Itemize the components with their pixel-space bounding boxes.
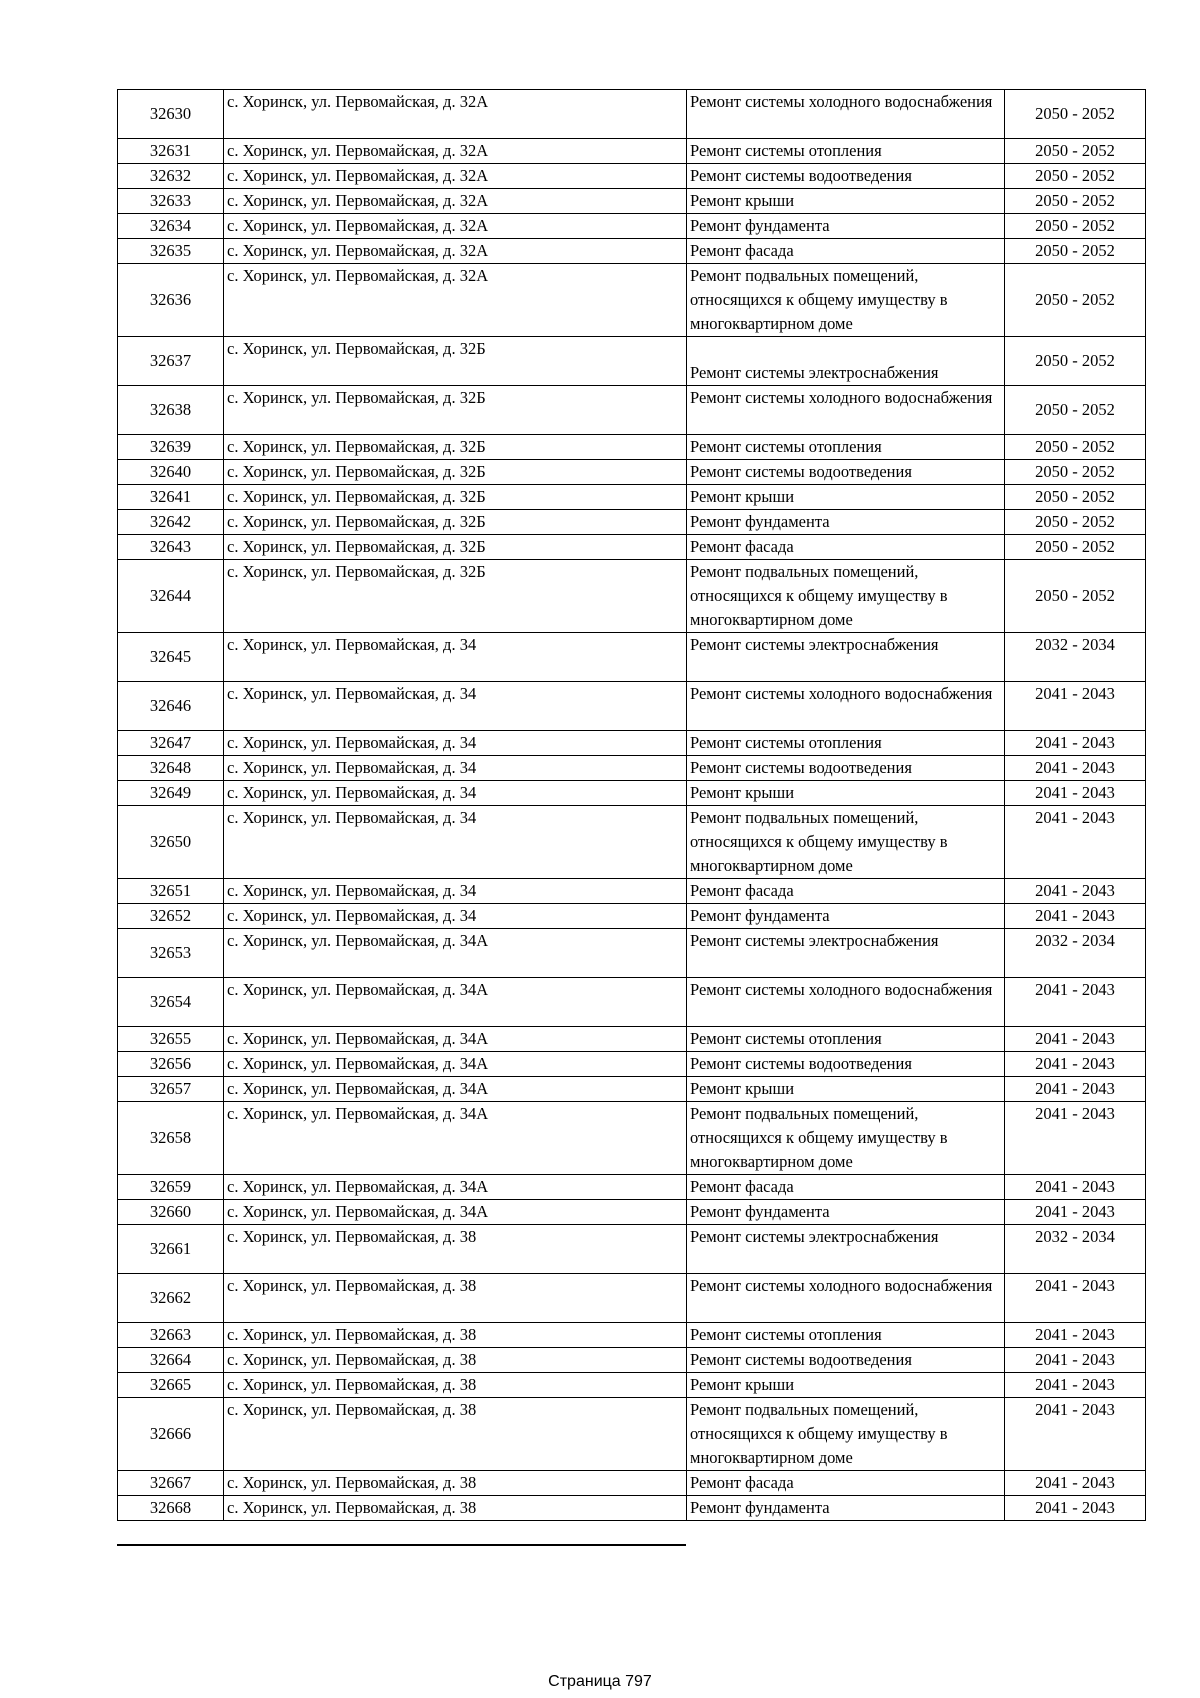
table-row <box>118 879 1146 904</box>
work-type-cell: Ремонт крыши <box>687 1077 1005 1102</box>
work-type-cell: Ремонт системы водоотведения <box>687 756 1005 781</box>
work-type-cell: Ремонт подвальных помещений, относящихся к общему имуществу в многоквартирном доме <box>687 1398 1005 1471</box>
period-cell: 2041 - 2043 <box>1005 806 1146 879</box>
row-number-cell: 32643 <box>118 535 224 560</box>
period-cell: 2050 - 2052 <box>1005 435 1146 460</box>
row-number-cell: 32657 <box>118 1077 224 1102</box>
table-row <box>118 1200 1146 1225</box>
period-cell: 2050 - 2052 <box>1005 189 1146 214</box>
table-row <box>118 1175 1146 1200</box>
work-type-cell: Ремонт фундамента <box>687 1200 1005 1225</box>
address-cell: с. Хоринск, ул. Первомайская, д. 34 <box>224 781 687 806</box>
row-number-cell: 32639 <box>118 435 224 460</box>
period-cell: 2050 - 2052 <box>1005 535 1146 560</box>
work-type-cell: Ремонт фундамента <box>687 904 1005 929</box>
work-type-cell: Ремонт системы водоотведения <box>687 460 1005 485</box>
address-cell: с. Хоринск, ул. Первомайская, д. 32Б <box>224 510 687 535</box>
address-cell: с. Хоринск, ул. Первомайская, д. 32Б <box>224 337 687 386</box>
work-type-cell: Ремонт фундамента <box>687 214 1005 239</box>
row-number-cell: 32644 <box>118 560 224 633</box>
row-number-cell: 32664 <box>118 1348 224 1373</box>
table-row <box>118 1373 1146 1398</box>
period-cell: 2041 - 2043 <box>1005 756 1146 781</box>
row-number-cell: 32655 <box>118 1027 224 1052</box>
period-cell: 2041 - 2043 <box>1005 1102 1146 1175</box>
table-row <box>118 1471 1146 1496</box>
table-row <box>118 239 1146 264</box>
row-number-cell: 32660 <box>118 1200 224 1225</box>
work-type-cell: Ремонт фундамента <box>687 510 1005 535</box>
work-type-cell: Ремонт крыши <box>687 1373 1005 1398</box>
period-cell: 2041 - 2043 <box>1005 1175 1146 1200</box>
work-type-cell: Ремонт крыши <box>687 485 1005 510</box>
table-row <box>118 189 1146 214</box>
row-number-cell: 32636 <box>118 264 224 337</box>
table-row <box>118 264 1146 337</box>
period-cell: 2041 - 2043 <box>1005 1471 1146 1496</box>
table-row <box>118 1052 1146 1077</box>
address-cell: с. Хоринск, ул. Первомайская, д. 38 <box>224 1373 687 1398</box>
period-cell: 2041 - 2043 <box>1005 1027 1146 1052</box>
table-row <box>118 90 1146 139</box>
period-cell: 2041 - 2043 <box>1005 1348 1146 1373</box>
address-cell: с. Хоринск, ул. Первомайская, д. 38 <box>224 1348 687 1373</box>
work-type-cell: Ремонт системы водоотведения <box>687 1348 1005 1373</box>
address-cell: с. Хоринск, ул. Первомайская, д. 32А <box>224 90 687 139</box>
work-type-cell: Ремонт системы отопления <box>687 435 1005 460</box>
table-row <box>118 978 1146 1027</box>
period-cell: 2041 - 2043 <box>1005 1052 1146 1077</box>
row-number-cell: 32654 <box>118 978 224 1027</box>
table-row <box>118 535 1146 560</box>
row-number-cell: 32659 <box>118 1175 224 1200</box>
address-cell: с. Хоринск, ул. Первомайская, д. 32Б <box>224 560 687 633</box>
address-cell: с. Хоринск, ул. Первомайская, д. 34А <box>224 1200 687 1225</box>
work-type-cell: Ремонт системы отопления <box>687 139 1005 164</box>
row-number-cell: 32647 <box>118 731 224 756</box>
page-number: Страница 797 <box>548 1673 652 1690</box>
row-number-cell: 32641 <box>118 485 224 510</box>
address-cell: с. Хоринск, ул. Первомайская, д. 34 <box>224 682 687 731</box>
address-cell: с. Хоринск, ул. Первомайская, д. 34А <box>224 929 687 978</box>
address-cell: с. Хоринск, ул. Первомайская, д. 38 <box>224 1274 687 1323</box>
table-row <box>118 1398 1146 1471</box>
table-row <box>118 1027 1146 1052</box>
period-cell: 2041 - 2043 <box>1005 1274 1146 1323</box>
works-table-body <box>118 90 1146 1521</box>
row-number-cell: 32640 <box>118 460 224 485</box>
table-row <box>118 1225 1146 1274</box>
work-type-cell: Ремонт крыши <box>687 781 1005 806</box>
work-type-cell: Ремонт системы отопления <box>687 731 1005 756</box>
address-cell: с. Хоринск, ул. Первомайская, д. 34А <box>224 1027 687 1052</box>
table-row <box>118 485 1146 510</box>
table-row <box>118 633 1146 682</box>
table-row <box>118 337 1146 386</box>
row-number-cell: 32656 <box>118 1052 224 1077</box>
period-cell: 2041 - 2043 <box>1005 904 1146 929</box>
row-number-cell: 32662 <box>118 1274 224 1323</box>
address-cell: с. Хоринск, ул. Первомайская, д. 38 <box>224 1398 687 1471</box>
row-number-cell: 32638 <box>118 386 224 435</box>
work-type-cell: Ремонт системы холодного водоснабжения <box>687 682 1005 731</box>
address-cell: с. Хоринск, ул. Первомайская, д. 38 <box>224 1496 687 1521</box>
table-row <box>118 435 1146 460</box>
row-number-cell: 32652 <box>118 904 224 929</box>
period-cell: 2050 - 2052 <box>1005 239 1146 264</box>
address-cell: с. Хоринск, ул. Первомайская, д. 32Б <box>224 386 687 435</box>
table-row <box>118 460 1146 485</box>
address-cell: с. Хоринск, ул. Первомайская, д. 34 <box>224 633 687 682</box>
row-number-cell: 32630 <box>118 90 224 139</box>
address-cell: с. Хоринск, ул. Первомайская, д. 34 <box>224 756 687 781</box>
row-number-cell: 32668 <box>118 1496 224 1521</box>
row-number-cell: 32665 <box>118 1373 224 1398</box>
work-type-cell: Ремонт подвальных помещений, относящихся к общему имуществу в многоквартирном доме <box>687 1102 1005 1175</box>
address-cell: с. Хоринск, ул. Первомайская, д. 32Б <box>224 485 687 510</box>
work-type-cell: Ремонт фасада <box>687 879 1005 904</box>
work-type-cell: Ремонт фасада <box>687 1471 1005 1496</box>
address-cell: с. Хоринск, ул. Первомайская, д. 34А <box>224 978 687 1027</box>
address-cell: с. Хоринск, ул. Первомайская, д. 34 <box>224 806 687 879</box>
address-cell: с. Хоринск, ул. Первомайская, д. 38 <box>224 1471 687 1496</box>
period-cell: 2041 - 2043 <box>1005 731 1146 756</box>
period-cell: 2041 - 2043 <box>1005 1200 1146 1225</box>
period-cell: 2050 - 2052 <box>1005 510 1146 535</box>
address-cell: с. Хоринск, ул. Первомайская, д. 38 <box>224 1225 687 1274</box>
period-cell: 2050 - 2052 <box>1005 460 1146 485</box>
work-type-cell: Ремонт фундамента <box>687 1496 1005 1521</box>
period-cell: 2050 - 2052 <box>1005 337 1146 386</box>
work-type-cell: Ремонт крыши <box>687 189 1005 214</box>
row-number-cell: 32663 <box>118 1323 224 1348</box>
table-row <box>118 510 1146 535</box>
period-cell: 2050 - 2052 <box>1005 485 1146 510</box>
table-row <box>118 731 1146 756</box>
row-number-cell: 32650 <box>118 806 224 879</box>
table-row <box>118 139 1146 164</box>
work-type-cell: Ремонт фасада <box>687 535 1005 560</box>
table-row <box>118 682 1146 731</box>
table-row <box>118 806 1146 879</box>
work-type-cell: Ремонт системы холодного водоснабжения <box>687 386 1005 435</box>
row-number-cell: 32661 <box>118 1225 224 1274</box>
address-cell: с. Хоринск, ул. Первомайская, д. 32А <box>224 264 687 337</box>
address-cell: с. Хоринск, ул. Первомайская, д. 34 <box>224 904 687 929</box>
row-number-cell: 32633 <box>118 189 224 214</box>
work-type-cell: Ремонт фасада <box>687 239 1005 264</box>
table-row <box>118 781 1146 806</box>
work-type-cell: Ремонт системы холодного водоснабжения <box>687 1274 1005 1323</box>
address-cell: с. Хоринск, ул. Первомайская, д. 32Б <box>224 460 687 485</box>
work-type-cell: Ремонт системы электроснабжения <box>687 337 1005 386</box>
work-type-cell: Ремонт системы электроснабжения <box>687 1225 1005 1274</box>
row-number-cell: 32634 <box>118 214 224 239</box>
address-cell: с. Хоринск, ул. Первомайская, д. 32Б <box>224 535 687 560</box>
period-cell: 2041 - 2043 <box>1005 1077 1146 1102</box>
row-number-cell: 32642 <box>118 510 224 535</box>
row-number-cell: 32649 <box>118 781 224 806</box>
period-cell: 2032 - 2034 <box>1005 929 1146 978</box>
row-number-cell: 32632 <box>118 164 224 189</box>
period-cell: 2050 - 2052 <box>1005 90 1146 139</box>
row-number-cell: 32658 <box>118 1102 224 1175</box>
table-row <box>118 756 1146 781</box>
address-cell: с. Хоринск, ул. Первомайская, д. 32А <box>224 139 687 164</box>
row-number-cell: 32651 <box>118 879 224 904</box>
work-type-cell: Ремонт системы холодного водоснабжения <box>687 90 1005 139</box>
table-row <box>118 1077 1146 1102</box>
period-cell: 2041 - 2043 <box>1005 1323 1146 1348</box>
period-cell: 2050 - 2052 <box>1005 164 1146 189</box>
period-cell: 2050 - 2052 <box>1005 139 1146 164</box>
row-number-cell: 32648 <box>118 756 224 781</box>
address-cell: с. Хоринск, ул. Первомайская, д. 32А <box>224 164 687 189</box>
period-cell: 2041 - 2043 <box>1005 1373 1146 1398</box>
period-cell: 2050 - 2052 <box>1005 214 1146 239</box>
period-cell: 2032 - 2034 <box>1005 1225 1146 1274</box>
table-row <box>118 1323 1146 1348</box>
work-type-cell: Ремонт системы холодного водоснабжения <box>687 978 1005 1027</box>
address-cell: с. Хоринск, ул. Первомайская, д. 32А <box>224 239 687 264</box>
table-row <box>118 1496 1146 1521</box>
address-cell: с. Хоринск, ул. Первомайская, д. 34 <box>224 879 687 904</box>
period-cell: 2041 - 2043 <box>1005 978 1146 1027</box>
period-cell: 2041 - 2043 <box>1005 1496 1146 1521</box>
table-row <box>118 214 1146 239</box>
address-cell: с. Хоринск, ул. Первомайская, д. 32А <box>224 214 687 239</box>
period-cell: 2041 - 2043 <box>1005 781 1146 806</box>
table-row <box>118 164 1146 189</box>
address-cell: с. Хоринск, ул. Первомайская, д. 34А <box>224 1175 687 1200</box>
table-row <box>118 560 1146 633</box>
address-cell: с. Хоринск, ул. Первомайская, д. 34 <box>224 731 687 756</box>
period-cell: 2041 - 2043 <box>1005 682 1146 731</box>
works-table <box>117 89 1146 1521</box>
table-row <box>118 1102 1146 1175</box>
work-type-cell: Ремонт системы водоотведения <box>687 164 1005 189</box>
row-number-cell: 32646 <box>118 682 224 731</box>
row-number-cell: 32667 <box>118 1471 224 1496</box>
row-number-cell: 32637 <box>118 337 224 386</box>
address-cell: с. Хоринск, ул. Первомайская, д. 34А <box>224 1052 687 1077</box>
address-cell: с. Хоринск, ул. Первомайская, д. 32Б <box>224 435 687 460</box>
address-cell: с. Хоринск, ул. Первомайская, д. 34А <box>224 1102 687 1175</box>
period-cell: 2050 - 2052 <box>1005 386 1146 435</box>
table-row <box>118 386 1146 435</box>
work-type-cell: Ремонт системы водоотведения <box>687 1052 1005 1077</box>
row-number-cell: 32653 <box>118 929 224 978</box>
work-type-cell: Ремонт подвальных помещений, относящихся к общему имуществу в многоквартирном доме <box>687 806 1005 879</box>
work-type-cell: Ремонт фасада <box>687 1175 1005 1200</box>
period-cell: 2032 - 2034 <box>1005 633 1146 682</box>
row-number-cell: 32635 <box>118 239 224 264</box>
row-number-cell: 32645 <box>118 633 224 682</box>
period-cell: 2050 - 2052 <box>1005 264 1146 337</box>
work-type-cell: Ремонт подвальных помещений, относящихся к общему имуществу в многоквартирном доме <box>687 264 1005 337</box>
address-cell: с. Хоринск, ул. Первомайская, д. 34А <box>224 1077 687 1102</box>
work-type-cell: Ремонт системы электроснабжения <box>687 929 1005 978</box>
row-number-cell: 32631 <box>118 139 224 164</box>
address-cell: с. Хоринск, ул. Первомайская, д. 32А <box>224 189 687 214</box>
work-type-cell: Ремонт системы отопления <box>687 1027 1005 1052</box>
period-cell: 2041 - 2043 <box>1005 1398 1146 1471</box>
footnote-separator <box>117 1544 686 1546</box>
period-cell: 2050 - 2052 <box>1005 560 1146 633</box>
work-type-cell: Ремонт подвальных помещений, относящихся к общему имуществу в многоквартирном доме <box>687 560 1005 633</box>
period-cell: 2041 - 2043 <box>1005 879 1146 904</box>
address-cell: с. Хоринск, ул. Первомайская, д. 38 <box>224 1323 687 1348</box>
row-number-cell: 32666 <box>118 1398 224 1471</box>
work-type-cell: Ремонт системы отопления <box>687 1323 1005 1348</box>
table-row <box>118 1274 1146 1323</box>
work-type-cell: Ремонт системы электроснабжения <box>687 633 1005 682</box>
table-row <box>118 904 1146 929</box>
table-row <box>118 929 1146 978</box>
table-row <box>118 1348 1146 1373</box>
